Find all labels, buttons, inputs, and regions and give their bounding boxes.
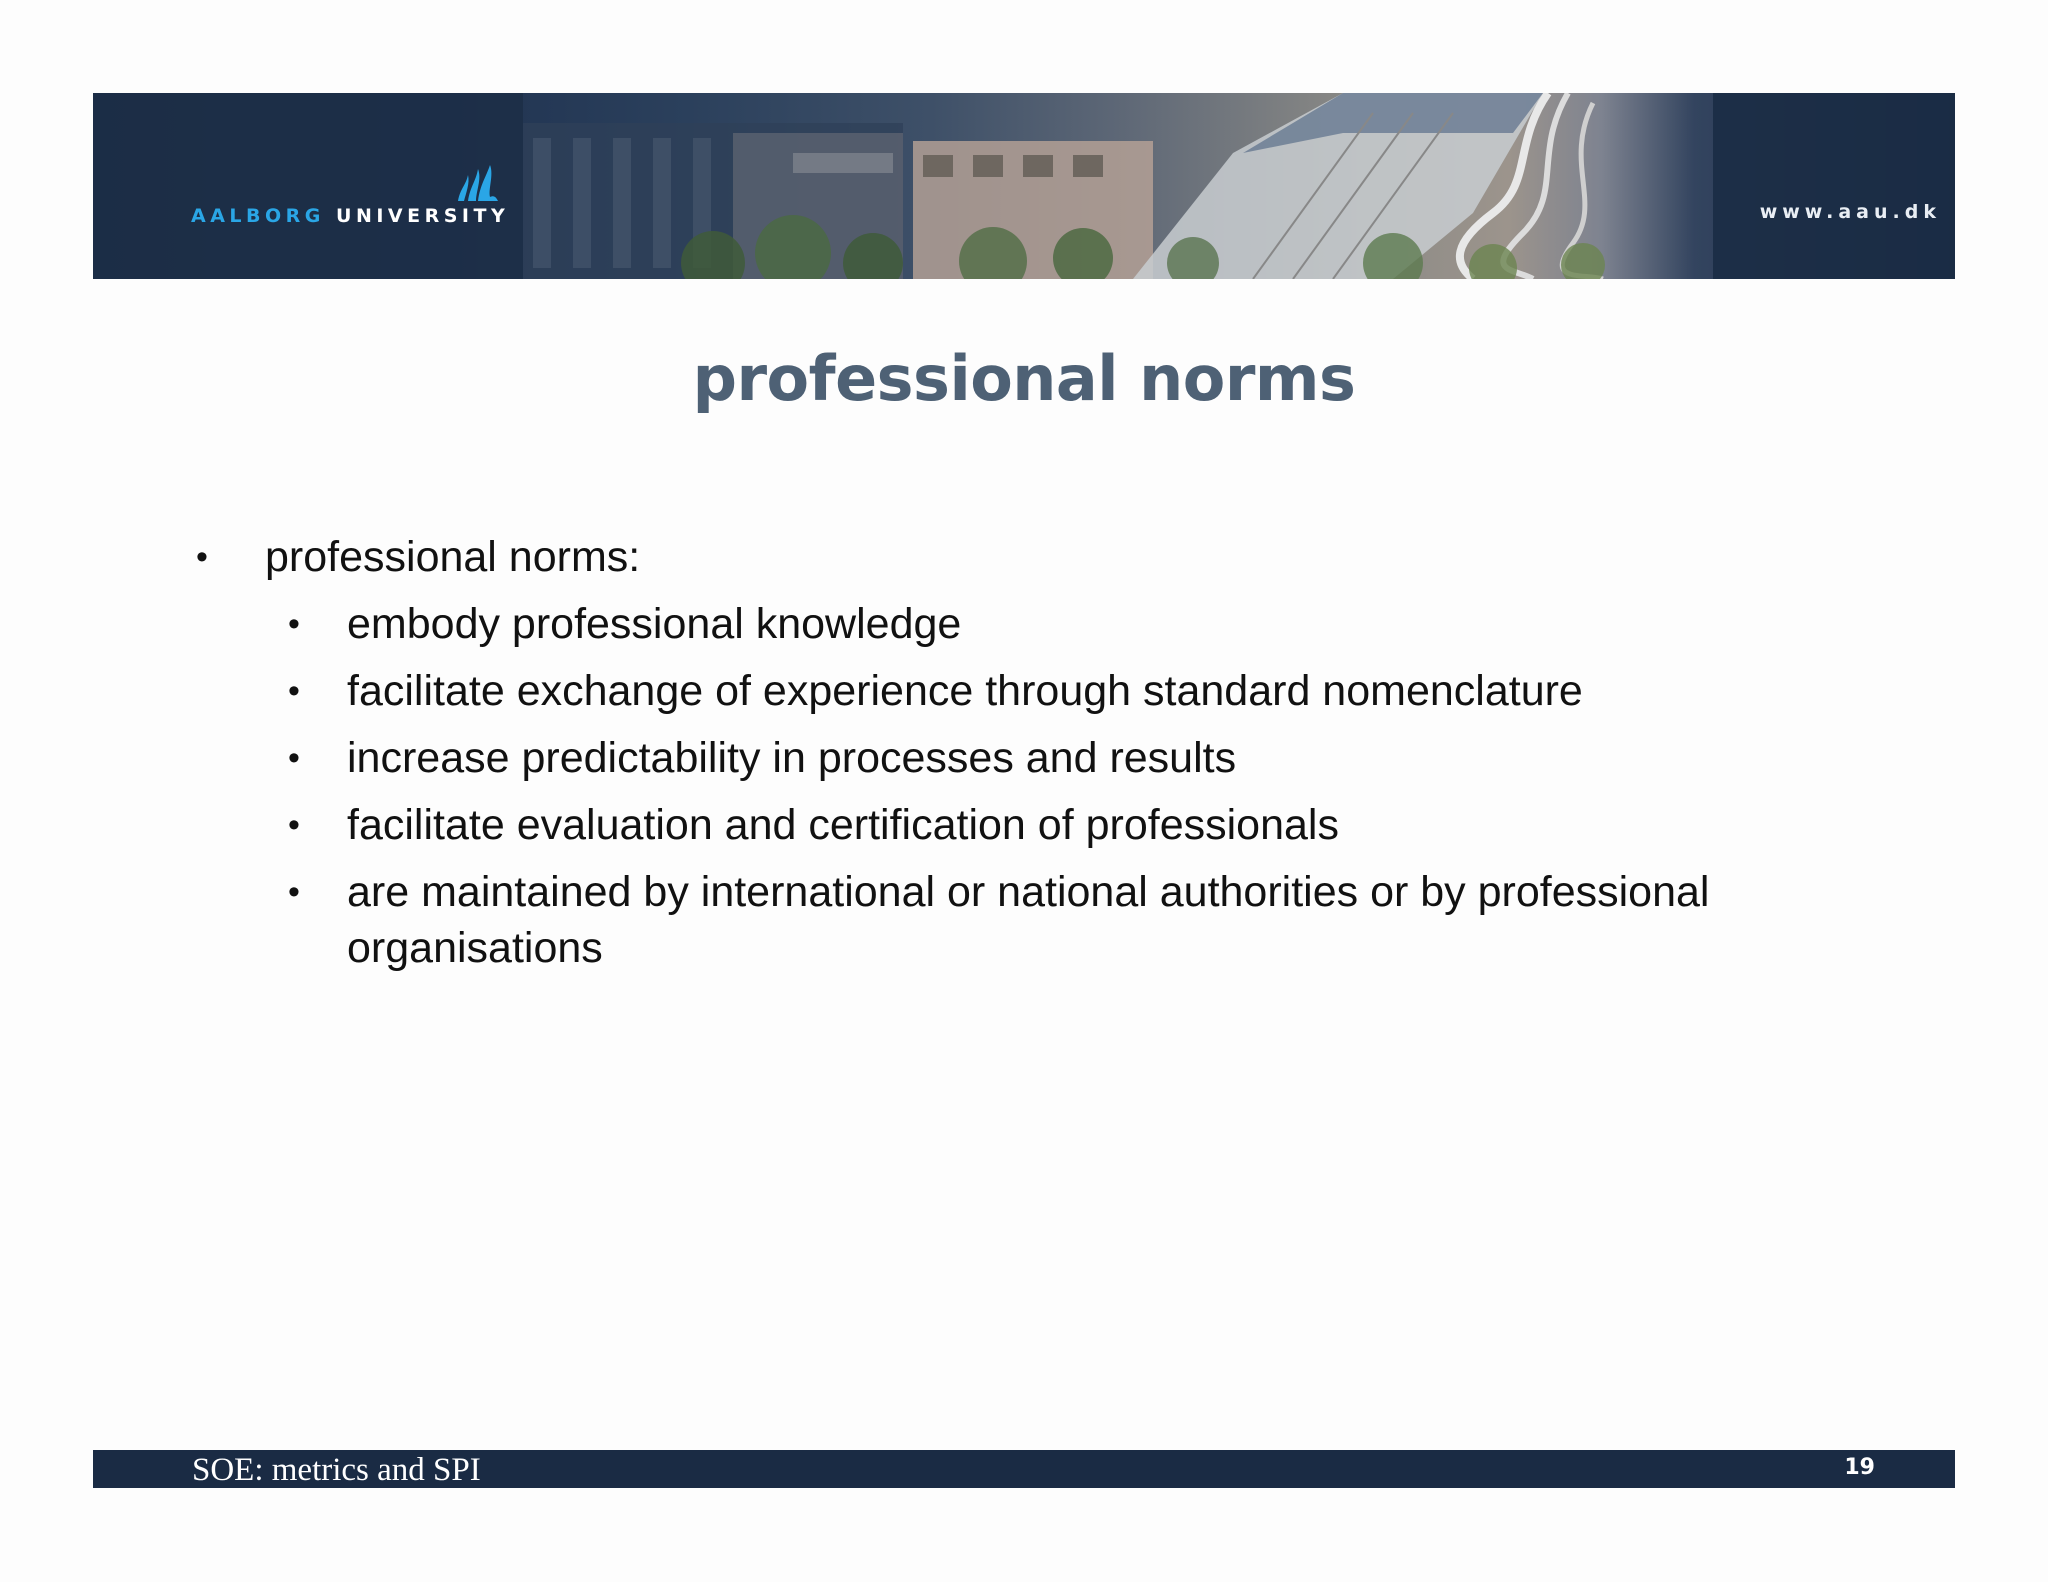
campus-photo — [93, 93, 1955, 279]
brand-second-word: UNIVERSITY — [336, 205, 510, 227]
bullet-icon: • — [288, 605, 300, 643]
page-number: 19 — [1844, 1455, 1875, 1480]
bullet-icon: • — [288, 806, 300, 844]
brand-first-word: AALBORG — [191, 205, 325, 227]
website-url: www.aau.dk — [1759, 201, 1941, 223]
bullet-icon: • — [288, 873, 300, 911]
footer-bar — [93, 1450, 1955, 1488]
bullet-icon: • — [288, 672, 300, 710]
university-wordmark — [191, 205, 509, 227]
bullet-icon: • — [288, 739, 300, 777]
bullet-text: embody professional knowledge — [347, 600, 962, 648]
bullet-text: are maintained by international or national authorities or by professional organisations — [347, 868, 1710, 972]
bullet-text: professional norms: — [265, 533, 641, 581]
bullet-icon: • — [196, 538, 208, 576]
footer-label: SOE: metrics and SPI — [192, 1452, 481, 1488]
bullet-text: facilitate exchange of experience through standard nomenclature — [347, 667, 1583, 715]
header-banner — [93, 93, 1955, 279]
university-logo-icon — [454, 163, 500, 203]
bullet-text: increase predictability in processes and results — [347, 734, 1237, 782]
slide-title: professional norms — [692, 342, 1356, 415]
bullet-text: facilitate evaluation and certification of professionals — [347, 801, 1339, 849]
